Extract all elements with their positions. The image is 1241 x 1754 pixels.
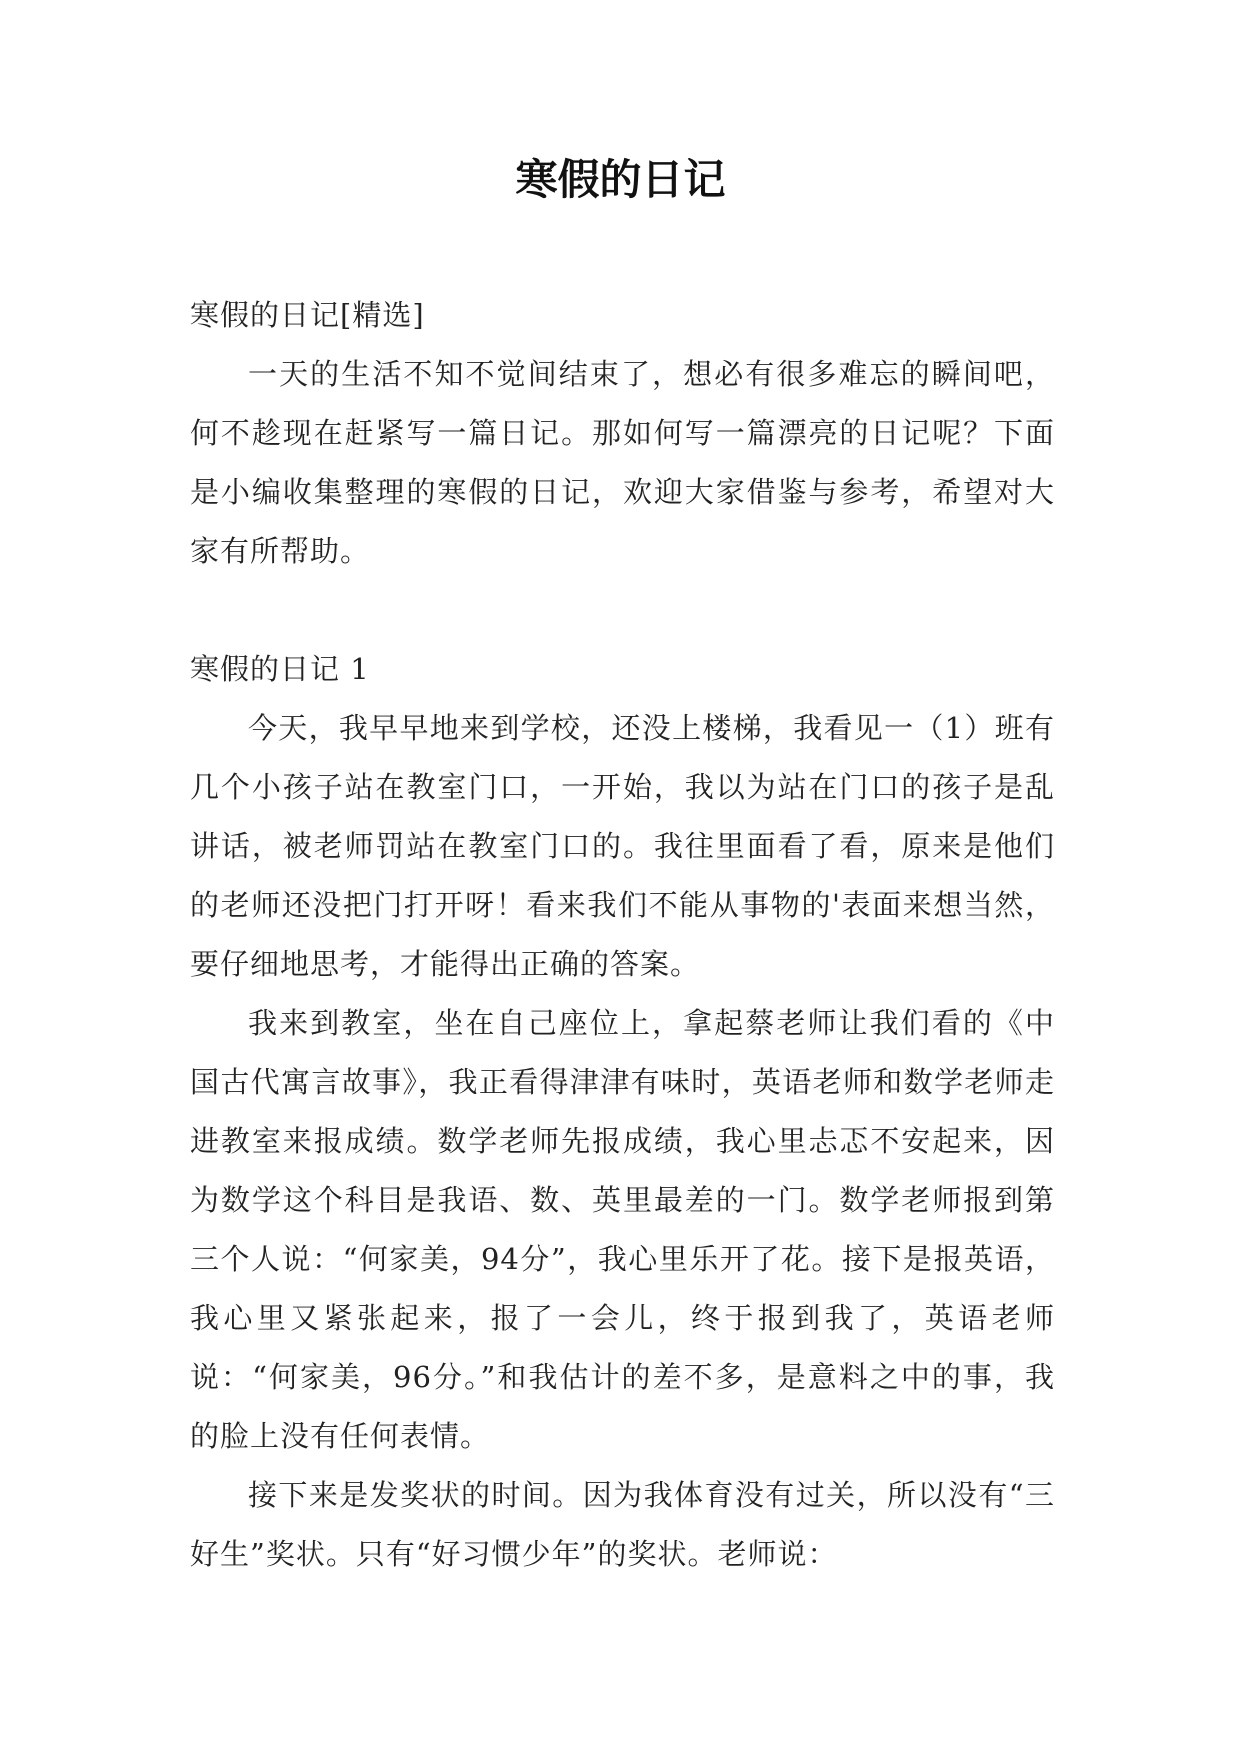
document-subtitle: 寒假的日记[精选] xyxy=(190,298,425,332)
section-heading: 寒假的日记 1 xyxy=(190,652,370,686)
section-spacer xyxy=(190,581,1055,640)
document-title: 寒假的日记 xyxy=(515,155,726,204)
intro-paragraph: 一天的生活不知不觉间结束了，想必有很多难忘的瞬间吧，何不趁现在赶紧写一篇日记。那如何写一篇漂亮的日记呢？下面是小编收集整理的寒假的日记，欢迎大家借鉴与参考，希望对大家有所帮助。 xyxy=(190,357,1055,568)
body-paragraph: 今天，我早早地来到学校，还没上楼梯，我看见一（1）班有几个小孩子站在教室门口，一开始，我以为站在门口的孩子是乱讲话，被老师罚站在教室门口的。我往里面看了看，原来是他们的老师还没把门打开呀！看来我们不能从事物的'表面来想当然，要仔细地思考，才能得出正确的答案。 xyxy=(190,711,1055,981)
body-paragraph: 我来到教室，坐在自己座位上，拿起蔡老师让我们看的《中国古代寓言故事》，我正看得津津有味时，英语老师和数学老师走进教室来报成绩。数学老师先报成绩，我心里忐忑不安起来，因为数学这个科目是我语、数、英里最差的一门。数学老师报到第三个人说：“何家美，94分”，我心里乐开了花。接下是报英语，我心里又紧张起来，报了一会儿，终于报到我了，英语老师说：“何家美，96分。”和我估计的差不多，是意料之中的事，我的脸上没有任何表情。 xyxy=(190,1006,1055,1453)
body-paragraph: 接下来是发奖状的时间。因为我体育没有过关，所以没有“三好生”奖状。只有“好习惯少年”的奖状。老师说： xyxy=(190,1478,1055,1571)
document-body xyxy=(190,286,1055,1584)
